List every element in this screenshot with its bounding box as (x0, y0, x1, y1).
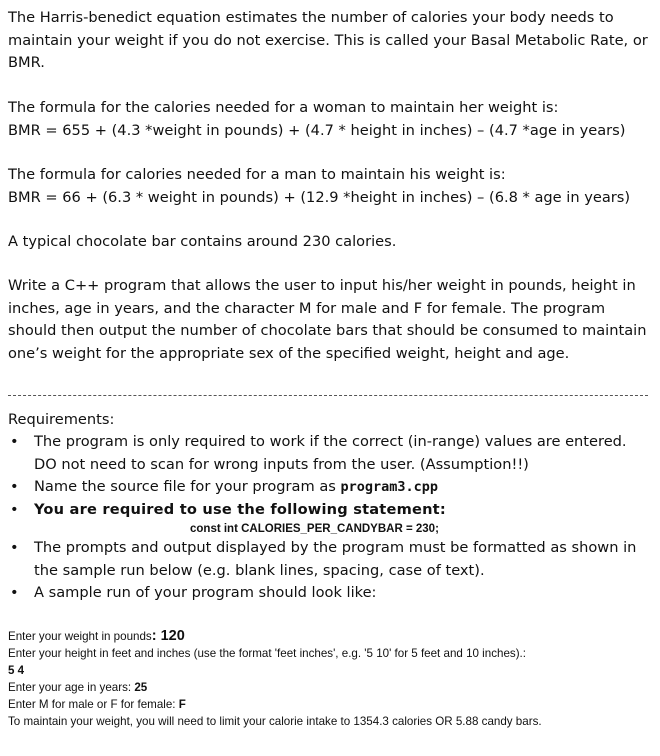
required-statement: const int CALORIES_PER_CANDYBAR = 230; (190, 523, 439, 535)
sample-run (8, 628, 653, 730)
requirement-text: The program is only required to work if the correct (in-range) values are entered. DO not need to scan for wrong inputs from the user. (Assumption!!) (34, 433, 627, 473)
requirement-item (8, 582, 648, 605)
requirements-list (8, 431, 648, 605)
woman-formula-heading: The formula for the calories needed for a woman to maintain her weight is: (8, 99, 559, 116)
sample-prompt: Enter your age in years: (8, 681, 135, 694)
source-filename: program3.cpp (340, 479, 439, 495)
woman-formula-block (8, 97, 653, 142)
sample-input: 25 (134, 681, 148, 694)
requirement-item (8, 537, 648, 582)
requirement-item (8, 431, 648, 476)
man-formula: BMR = 66 + (6.3 * weight in pounds) + (12.9 *height in inches) – (6.8 * age in years) (8, 188, 631, 206)
sample-line (8, 628, 653, 645)
sample-prompt: Enter your weight in pounds (8, 630, 152, 643)
sample-line: Enter your height in feet and inches (use the format 'feet inches', e.g. '5 10' for 5 feet and 10 inches).: (8, 647, 526, 660)
sample-line (8, 696, 653, 713)
requirement-item (8, 499, 648, 538)
woman-formula: BMR = 655 + (4.3 *weight in pounds) + (4.7 * height in inches) – (4.7 *age in years) (8, 121, 626, 139)
task-paragraph: Write a C++ program that allows the user to input his/her weight in pounds, height in inches, age in years, and the character M for male and F for female. The program should then output the number of chocolate bars that should be consumed to maintain one’s weight for the appropriate sex of the specified weight, height and age. (8, 277, 647, 362)
requirement-text: The prompts and output displayed by the program must be formatted as shown in the sample run below (e.g. blank lines, spacing, case of text). (34, 539, 637, 579)
dashed-divider (8, 395, 648, 396)
sample-input: F (178, 698, 186, 711)
sample-input: : 120 (151, 628, 185, 644)
requirement-text: You are required to use the following statement: (34, 500, 446, 518)
chocolate-paragraph: A typical chocolate bar contains around 230 calories. (8, 233, 397, 250)
bullet-icon: • (10, 500, 19, 518)
sample-line (8, 679, 653, 696)
requirement-text: Name the source file for your program as (34, 478, 341, 495)
intro-paragraph: The Harris-benedict equation estimates the number of calories your body needs to maintain your weight if you do not exercise. This is called your Basal Metabolic Rate, or BMR. (8, 9, 648, 71)
man-formula-heading: The formula for calories needed for a man to maintain his weight is: (8, 166, 506, 183)
bullet-icon: • (10, 539, 19, 556)
sample-prompt: Enter M for male or F for female: (8, 698, 179, 711)
sample-output: To maintain your weight, you will need to limit your calorie intake to 1354.3 calories OR 5.88 candy bars. (8, 715, 542, 728)
sample-line (8, 662, 653, 679)
bullet-icon: • (10, 478, 19, 495)
requirements-heading: Requirements: (8, 411, 115, 428)
requirement-item (8, 476, 648, 499)
bullet-icon: • (10, 584, 19, 601)
man-formula-block (8, 164, 653, 209)
sample-input: 5 4 (8, 664, 25, 677)
bullet-icon: • (10, 433, 19, 450)
requirement-text: A sample run of your program should look like: (34, 584, 377, 601)
